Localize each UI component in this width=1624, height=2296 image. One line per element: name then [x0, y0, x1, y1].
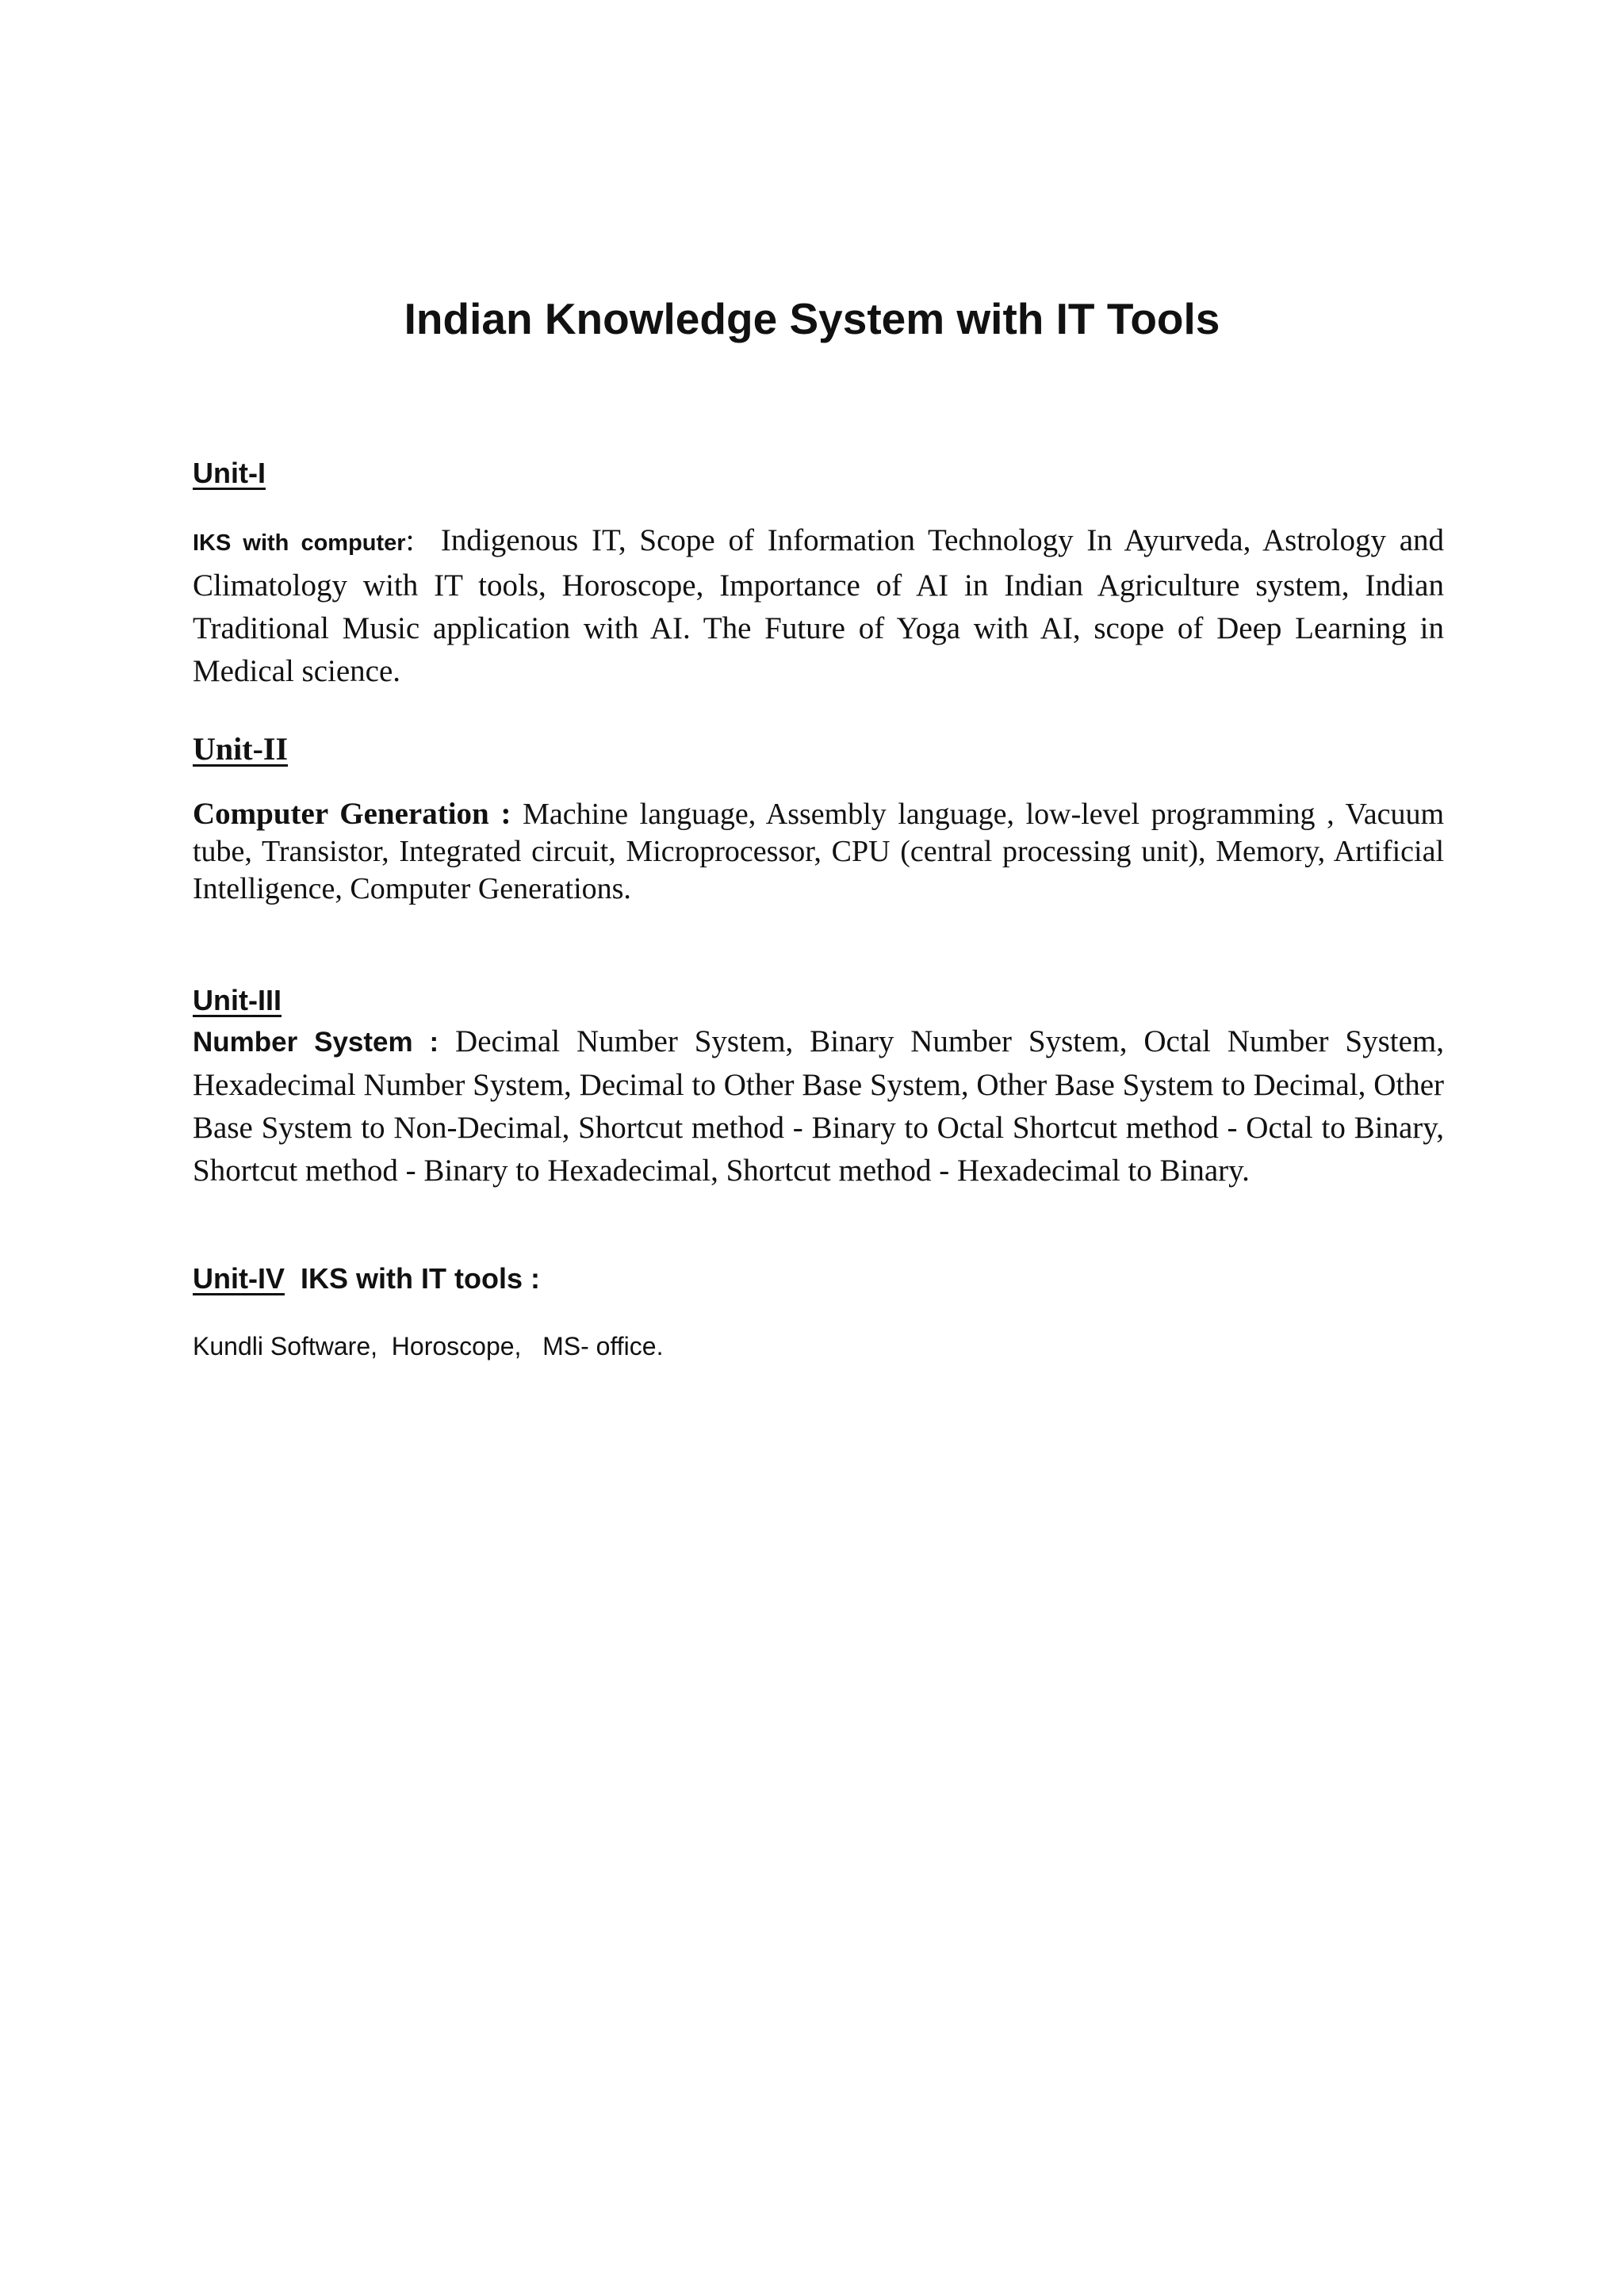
page-title: Indian Knowledge System with IT Tools [404, 294, 1220, 343]
unit-1-heading: Unit-I [193, 457, 266, 489]
unit-4-heading: Unit-IV [193, 1262, 285, 1295]
unit-3-heading: Unit-III [193, 984, 282, 1016]
unit-1-separator: : [405, 523, 441, 557]
unit-1-lead: IKS with computer [193, 530, 406, 556]
unit-2-separator [511, 798, 523, 831]
unit-3-body: Decimal Number System, Binary Number System, Octal Number System, Hexadecimal Number System, Decimal to Other Base System, Other Base System to Decimal, Other Base System to Non-Decimal, Shortcut method - Binary to Octal Shortcut method - Octal to Binary, Shortcut method - Binary to Hexadecimal, Shortcut method - Hexadecimal to Binary. [193, 1024, 1444, 1188]
unit-1-body: Indigenous IT, Scope of Information Technology In Ayurveda, Astrology and Climatology with IT tools, Horoscope, Importance of AI in Indian Agriculture system, Indian Traditional Music application with AI. The Future of Yoga with AI, scope of Deep Learning in Medical science. [193, 523, 1444, 688]
unit-2-heading: Unit-II [193, 731, 289, 767]
unit-3-separator [439, 1024, 455, 1058]
unit-2-lead: Computer Generation : [193, 797, 511, 831]
unit-4-lead: IKS with IT tools : [284, 1262, 540, 1295]
unit-2-paragraph [193, 795, 1444, 908]
unit-3-paragraph [193, 1020, 1444, 1192]
unit-2-body: Machine language, Assembly language, low-level programming , Vacuum tube, Transistor, Integrated circuit, Microprocessor, CPU (central processing unit), Memory, Artificial Intelligence, Computer Generations. [193, 798, 1445, 905]
unit-4-heading-line [193, 1259, 540, 1299]
unit-3-lead: Number System : [193, 1027, 439, 1058]
unit-4-tools-list: Kundli Software, Horoscope, MS- office. [193, 1332, 664, 1360]
unit-1-paragraph [193, 519, 1444, 693]
